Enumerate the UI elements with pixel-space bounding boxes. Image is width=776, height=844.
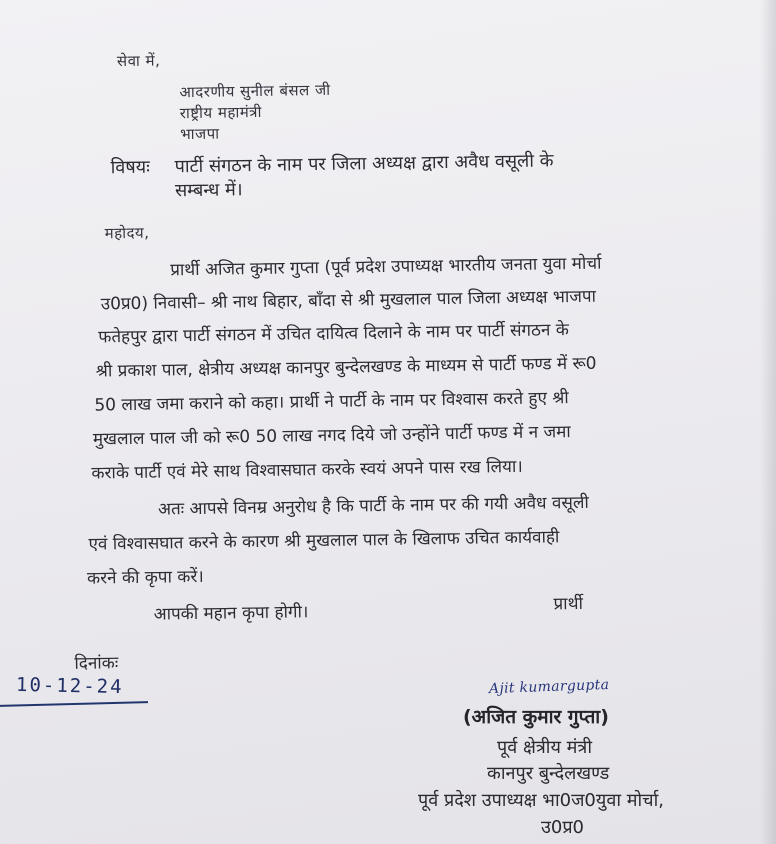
- body-line-4: श्री प्रकाश पाल, क्षेत्रीय अध्यक्ष कानपुर बुन्देलखण्ड के माध्यम से पार्टी फण्ड में रू0: [95, 353, 597, 382]
- body-line-1: प्रार्थी अजित कुमार गुप्ता (पूर्व प्रदेश उपाध्यक्ष भारतीय जनता युवा मोर्चा: [170, 253, 602, 281]
- signatory-role-1: पूर्व क्षेत्रीय मंत्री: [497, 737, 592, 758]
- subject-line-1: पार्टी संगठन के नाम पर जिला अध्यक्ष द्वारा अवैध वसूली के: [174, 150, 554, 178]
- body-line-3: फतेहपुर द्वारा पार्टी संगठन में उचित दायित्व दिलाने के नाम पर पार्टी संगठन के: [98, 320, 569, 348]
- date-label: दिनांकः: [74, 653, 119, 674]
- subject-line-2: सम्बन्ध में।: [174, 179, 243, 202]
- body-line-10: करने की कृपा करें।: [86, 566, 204, 589]
- greeting: महोदय,: [104, 223, 150, 243]
- page-shadow: [760, 0, 776, 844]
- applicant-label: प्रार्थी: [553, 593, 584, 615]
- recipient-party: भाजपा: [179, 124, 220, 144]
- handwritten-date: 10-12-24: [15, 673, 124, 699]
- body-line-5: 50 लाख जमा कराने को कहा। प्रार्थी ने पार्टी के नाम पर विश्वास करते हुए श्री: [94, 388, 569, 416]
- body-line-7: कराके पार्टी एवं मेरे साथ विश्वासघात करके स्वयं अपने पास रख लिया।: [91, 456, 523, 484]
- signature: Ajit kumargupta: [488, 676, 610, 698]
- signatory-name: (अजित कुमार गुप्ता): [463, 706, 609, 728]
- body-line-2: उ0प्र0) निवासी– श्री नाथ बिहार, बाँदा से श्री मुखलाल पाल जिला अध्यक्ष भाजपा: [100, 286, 597, 315]
- salutation-to: सेवा में,: [116, 51, 161, 71]
- signatory-role-2: पूर्व प्रदेश उपाध्यक्ष भा0ज0युवा मोर्चा,: [418, 790, 664, 811]
- subject-label: विषयः: [110, 156, 150, 179]
- recipient-designation: राष्ट्रीय महामंत्री: [179, 102, 263, 123]
- body-line-8: अतः आपसे विनम्र अनुरोध है कि पार्टी के नाम पर की गयी अवैध वसूली: [157, 492, 589, 520]
- body-line-9: एवं विश्वासघात करने के कारण श्री मुखलाल पाल के खिलाफ उचित कार्यवाही: [88, 527, 560, 555]
- recipient-name: आदरणीय सुनील बंसल जी: [179, 80, 331, 102]
- closing-line: आपकी महान कृपा होगी।: [153, 602, 309, 625]
- signatory-state: उ0प्र0: [541, 817, 585, 838]
- signatory-region: कानपुर बुन्देलखण्ड: [487, 763, 610, 784]
- body-line-6: मुखलाल पाल जी को रू0 50 लाख नगद दिये जो उन्होंने पार्टी फण्ड में न जमा: [92, 422, 571, 450]
